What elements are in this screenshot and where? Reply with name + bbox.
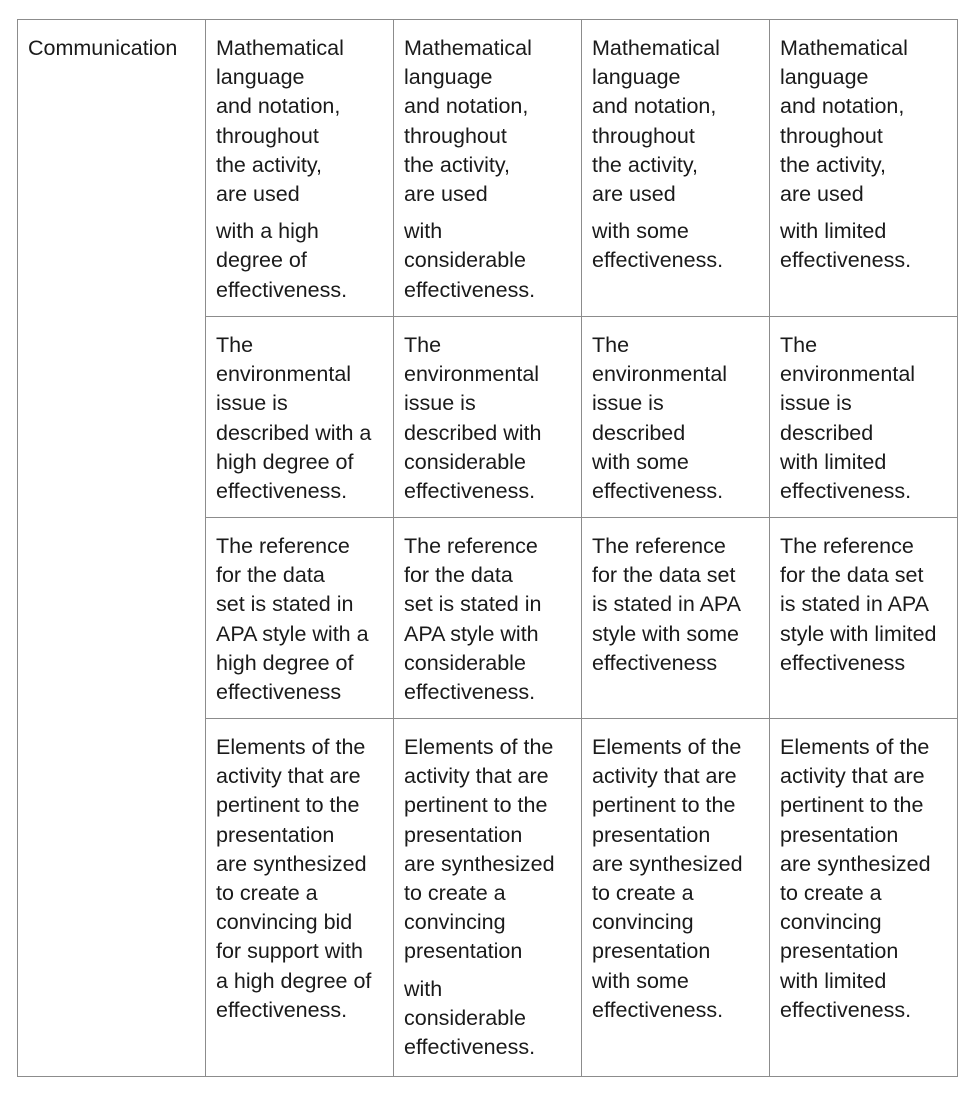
criterion-line: for support with [216,939,363,964]
rubric-body [18,20,958,1077]
criterion-line: pertinent to the [592,793,736,818]
criterion-line: for the data set [780,563,924,588]
criterion-line: and notation, [780,94,905,119]
criterion-line: The reference [216,534,350,558]
criterion-cell [770,719,958,1077]
criterion-text [216,34,385,209]
criterion-line: presentation [780,822,899,847]
criterion-line: language [404,65,493,90]
criterion-line: environmental [404,362,540,387]
criterion-line: and notation, [216,94,341,119]
criterion-line: are synthesized [780,851,931,876]
qualifier-line: effectiveness. [216,277,348,302]
criterion-line: Elements of the [404,735,554,759]
criterion-line: throughout [592,123,695,148]
criterion-line: set is stated in [216,592,354,617]
criterion-text [404,532,573,707]
criterion-text [780,34,949,209]
criterion-line: a high degree of [216,968,372,993]
criterion-line: APA style with a [216,621,369,646]
criterion-line: environmental [780,362,916,387]
criterion-line: for the data [404,563,513,588]
criterion-line: described [592,420,686,445]
qualifier-line: with a high [216,219,319,244]
qualifier-line: considerable [404,1005,526,1030]
effectiveness-qualifier [592,217,761,275]
qualifier-line: effectiveness. [592,248,724,273]
criterion-line: Elements of the [216,735,366,759]
criterion-line: for the data [216,563,325,588]
criterion-line: language [592,65,681,90]
criterion-line: issue is [780,391,852,416]
criterion-line: and notation, [404,94,529,119]
criterion-line: convincing [780,910,882,935]
criterion-line: with limited [780,968,887,993]
criterion-line: to create a [404,881,506,906]
criterion-line: Elements of the [592,735,742,759]
criterion-cell [206,719,394,1077]
criterion-line: the activity, [780,152,886,177]
criterion-line: with some [592,449,689,474]
criterion-line: presentation [216,822,335,847]
effectiveness-qualifier [216,217,385,305]
criterion-text [216,532,385,707]
criterion-cell [206,518,394,719]
criterion-cell [394,20,582,317]
criterion-line: convincing bid [216,910,353,935]
criterion-line: pertinent to the [404,793,548,818]
criterion-cell [206,317,394,518]
criterion-line: The [780,333,818,357]
criterion-line: is stated in APA [592,592,741,617]
criterion-line: to create a [780,881,882,906]
criterion-line: are synthesized [592,851,743,876]
criterion-line: style with some [592,621,739,646]
criterion-line: to create a [216,881,318,906]
criterion-line: are used [780,182,864,207]
criterion-text [404,331,573,506]
qualifier-line: with limited [780,219,887,244]
criterion-line: language [780,65,869,90]
criterion-cell [770,20,958,317]
criterion-line: Mathematical [216,36,344,60]
criterion-line: Mathematical [404,36,532,60]
criterion-cell [582,20,770,317]
criterion-line: APA style with [404,621,539,646]
criterion-line: effectiveness. [780,479,912,504]
criterion-text [780,532,949,678]
criterion-line: pertinent to the [216,793,360,818]
qualifier-line: considerable [404,248,526,273]
criterion-line: effectiveness [780,650,906,675]
criterion-line: are synthesized [216,851,367,876]
criterion-line: style with limited [780,621,937,646]
criterion-line: effectiveness. [592,479,724,504]
criterion-line: The [592,333,630,357]
criterion-line: effectiveness. [404,479,536,504]
criterion-text [404,34,573,209]
criterion-line: The reference [404,534,538,558]
qualifier-line: degree of [216,248,307,273]
criterion-line: are synthesized [404,851,555,876]
qualifier-line: effectiveness. [780,248,912,273]
criterion-line: environmental [592,362,728,387]
criterion-line: Mathematical [592,36,720,60]
qualifier-line: with [404,976,443,1001]
criterion-line: throughout [404,123,507,148]
criterion-cell [770,518,958,719]
criterion-text [404,733,573,967]
criterion-line: activity that are [404,764,549,789]
criterion-line: considerable [404,449,526,474]
criterion-line: effectiveness. [780,997,912,1022]
category-label: Communication [28,36,178,60]
criterion-line: considerable [404,650,526,675]
criterion-line: to create a [592,881,694,906]
criterion-line: with some [592,968,689,993]
criterion-text [216,331,385,506]
criterion-line: presentation [592,822,711,847]
rubric-row [18,20,958,317]
criterion-line: The reference [592,534,726,558]
criterion-text [592,34,761,209]
criterion-line: is stated in APA [780,592,929,617]
criterion-line: convincing [404,910,506,935]
criterion-cell [582,719,770,1077]
criterion-line: effectiveness. [216,479,348,504]
criterion-line: the activity, [592,152,698,177]
criterion-line: presentation [404,822,523,847]
effectiveness-qualifier [404,975,573,1063]
criterion-line: are used [404,182,488,207]
criterion-cell [206,20,394,317]
effectiveness-qualifier [404,217,573,305]
criterion-line: Mathematical [780,36,908,60]
criterion-line: environmental [216,362,352,387]
criterion-line: issue is [592,391,664,416]
category-cell [18,20,206,1077]
criterion-line: activity that are [592,764,737,789]
criterion-line: throughout [780,123,883,148]
criterion-line: activity that are [780,764,925,789]
effectiveness-qualifier [780,217,949,275]
criterion-line: set is stated in [404,592,542,617]
criterion-line: The reference [780,534,914,558]
criterion-line: and notation, [592,94,717,119]
criterion-line: presentation [404,939,523,964]
criterion-text [592,733,761,1025]
qualifier-line: effectiveness. [404,1035,536,1060]
criterion-cell [582,518,770,719]
criterion-line: effectiveness. [216,997,348,1022]
criterion-line: language [216,65,305,90]
criterion-line: throughout [216,123,319,148]
criterion-text [592,331,761,506]
criterion-text [592,532,761,678]
criterion-line: The [216,333,254,357]
criterion-line: effectiveness [216,680,342,705]
criterion-line: effectiveness [592,650,718,675]
criterion-line: Elements of the [780,735,930,759]
criterion-line: convincing [592,910,694,935]
criterion-line: for the data set [592,563,736,588]
criterion-line: are used [592,182,676,207]
criterion-text [780,331,949,506]
criterion-cell [770,317,958,518]
criterion-text [780,733,949,1025]
criterion-line: the activity, [404,152,510,177]
criterion-cell [394,317,582,518]
criterion-line: the activity, [216,152,322,177]
criterion-text [216,733,385,1025]
criterion-line: issue is [404,391,476,416]
criterion-line: are used [216,182,300,207]
criterion-line: effectiveness. [404,680,536,705]
qualifier-line: effectiveness. [404,277,536,302]
criterion-cell [394,719,582,1077]
criterion-line: high degree of [216,449,354,474]
criterion-line: activity that are [216,764,361,789]
criterion-cell [394,518,582,719]
criterion-line: described with [404,420,542,445]
qualifier-line: with [404,219,443,244]
criterion-line: presentation [592,939,711,964]
criterion-line: pertinent to the [780,793,924,818]
qualifier-line: with some [592,219,689,244]
criterion-line: described [780,420,874,445]
rubric-table [17,19,958,1077]
criterion-line: effectiveness. [592,997,724,1022]
criterion-cell [582,317,770,518]
criterion-line: with limited [780,449,887,474]
criterion-line: high degree of [216,650,354,675]
criterion-line: described with a [216,420,372,445]
criterion-line: The [404,333,442,357]
criterion-line: presentation [780,939,899,964]
criterion-line: issue is [216,391,288,416]
